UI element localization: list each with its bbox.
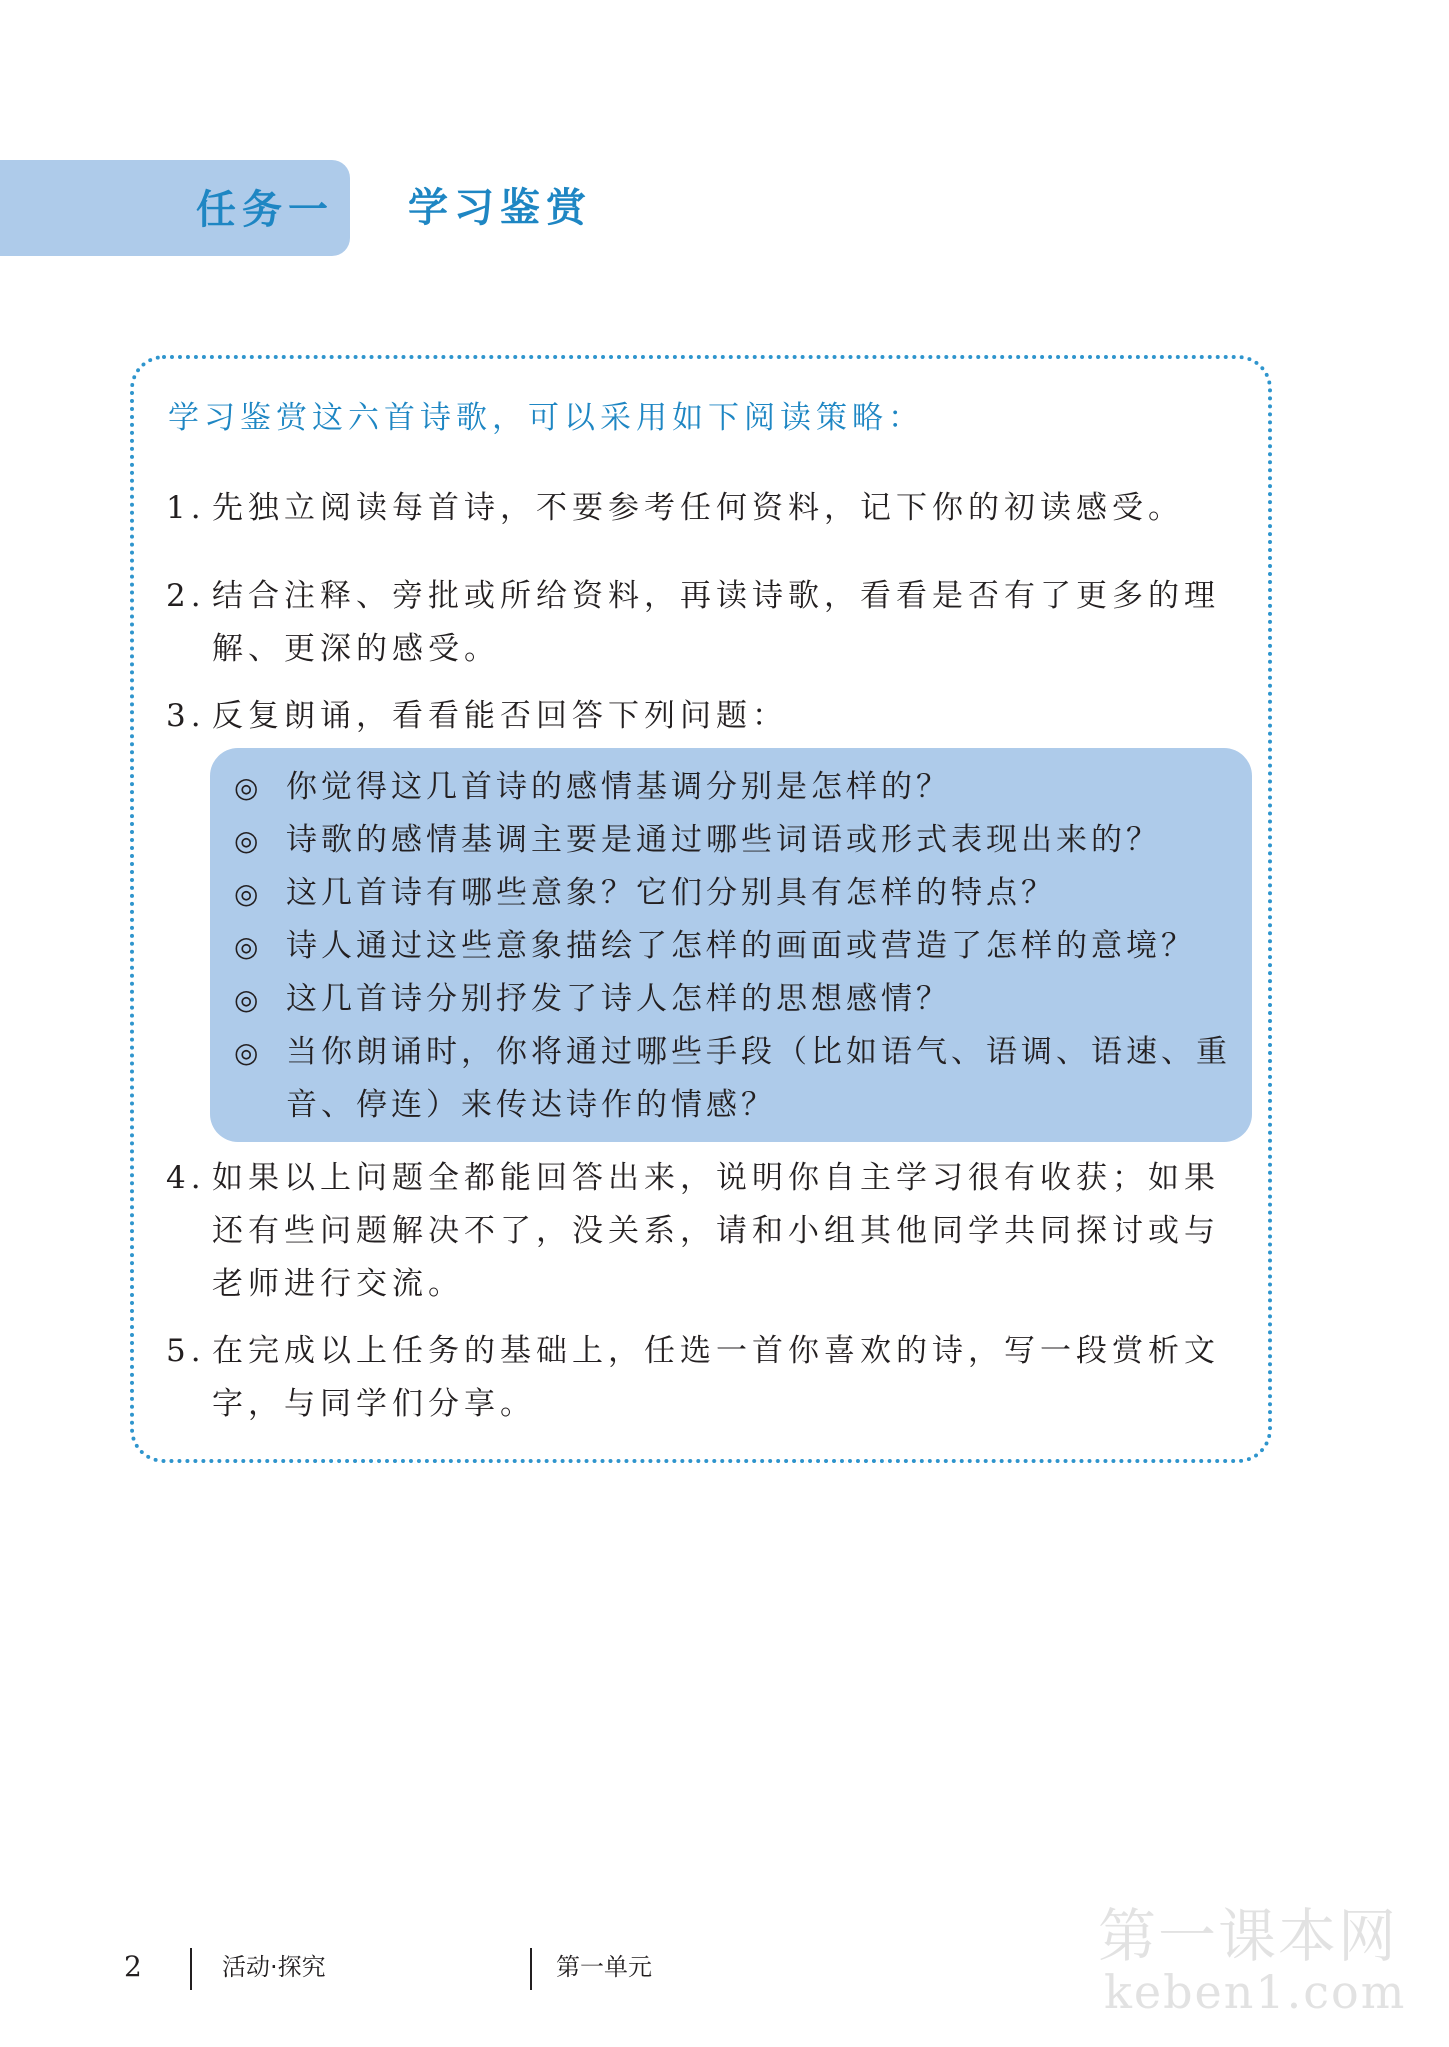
- question-text: 这几首诗有哪些意象？它们分别具有怎样的特点？: [286, 875, 1056, 911]
- question-item: [234, 920, 1234, 973]
- step-text: 反复朗诵，看看能否回答下列问题：: [212, 698, 788, 734]
- step-text: 先独立阅读每首诗，不要参考任何资料，记下你的初读感受。: [212, 490, 1184, 526]
- footer-divider: [530, 1948, 532, 1990]
- bullet-icon: ◎: [234, 771, 263, 804]
- step-number: 4.: [166, 1160, 206, 1196]
- page-number: 2: [124, 1950, 142, 1983]
- question-item: [234, 761, 1234, 814]
- step-5: [166, 1325, 1246, 1431]
- question-text: 这几首诗分别抒发了诗人怎样的思想感情？: [286, 981, 951, 1017]
- step-text: 在完成以上任务的基础上，任选一首你喜欢的诗，写一段赏析文字，与同学们分享。: [212, 1333, 1220, 1422]
- question-item: [234, 867, 1234, 920]
- step-1: [166, 482, 1246, 535]
- step-number: 5.: [166, 1333, 206, 1369]
- footer-unit: 第一单元: [556, 1953, 652, 1981]
- question-item: [234, 1026, 1234, 1132]
- question-text: 当你朗诵时，你将通过哪些手段（比如语气、语调、语速、重音、停连）来传达诗作的情感？: [286, 1034, 1231, 1123]
- question-item: [234, 973, 1234, 1026]
- question-item: [234, 814, 1234, 867]
- bullet-icon: ◎: [234, 930, 263, 963]
- footer-divider: [190, 1948, 192, 1990]
- step-2: [166, 570, 1246, 676]
- bullet-icon: ◎: [234, 877, 263, 910]
- bullet-icon: ◎: [234, 824, 263, 857]
- footer-section: 活动·探究: [222, 1953, 326, 1981]
- step-number: 3.: [166, 698, 206, 734]
- task-title: 学习鉴赏: [408, 185, 592, 231]
- question-text: 你觉得这几首诗的感情基调分别是怎样的？: [286, 769, 951, 805]
- bullet-icon: ◎: [234, 1036, 263, 1069]
- watermark-en: keben1.com: [1104, 1965, 1407, 2019]
- question-text: 诗歌的感情基调主要是通过哪些词语或形式表现出来的？: [286, 822, 1161, 858]
- step-3: [166, 690, 1246, 743]
- bullet-icon: ◎: [234, 983, 263, 1016]
- step-number: 1.: [166, 490, 206, 526]
- question-text: 诗人通过这些意象描绘了怎样的画面或营造了怎样的意境？: [286, 928, 1196, 964]
- step-text: 如果以上问题全都能回答出来，说明你自主学习很有收获；如果还有些问题解决不了，没关系，请和小组其他同学共同探讨或与老师进行交流。: [212, 1160, 1220, 1302]
- step-number: 2.: [166, 578, 206, 614]
- watermark-cn: 第一课本网: [1098, 1902, 1399, 1970]
- step-text: 结合注释、旁批或所给资料，再读诗歌，看看是否有了更多的理解、更深的感受。: [212, 578, 1220, 667]
- task-label: 任务一: [196, 187, 334, 233]
- step-4: [166, 1152, 1246, 1311]
- strategy-intro: 学习鉴赏这六首诗歌，可以采用如下阅读策略：: [168, 400, 924, 436]
